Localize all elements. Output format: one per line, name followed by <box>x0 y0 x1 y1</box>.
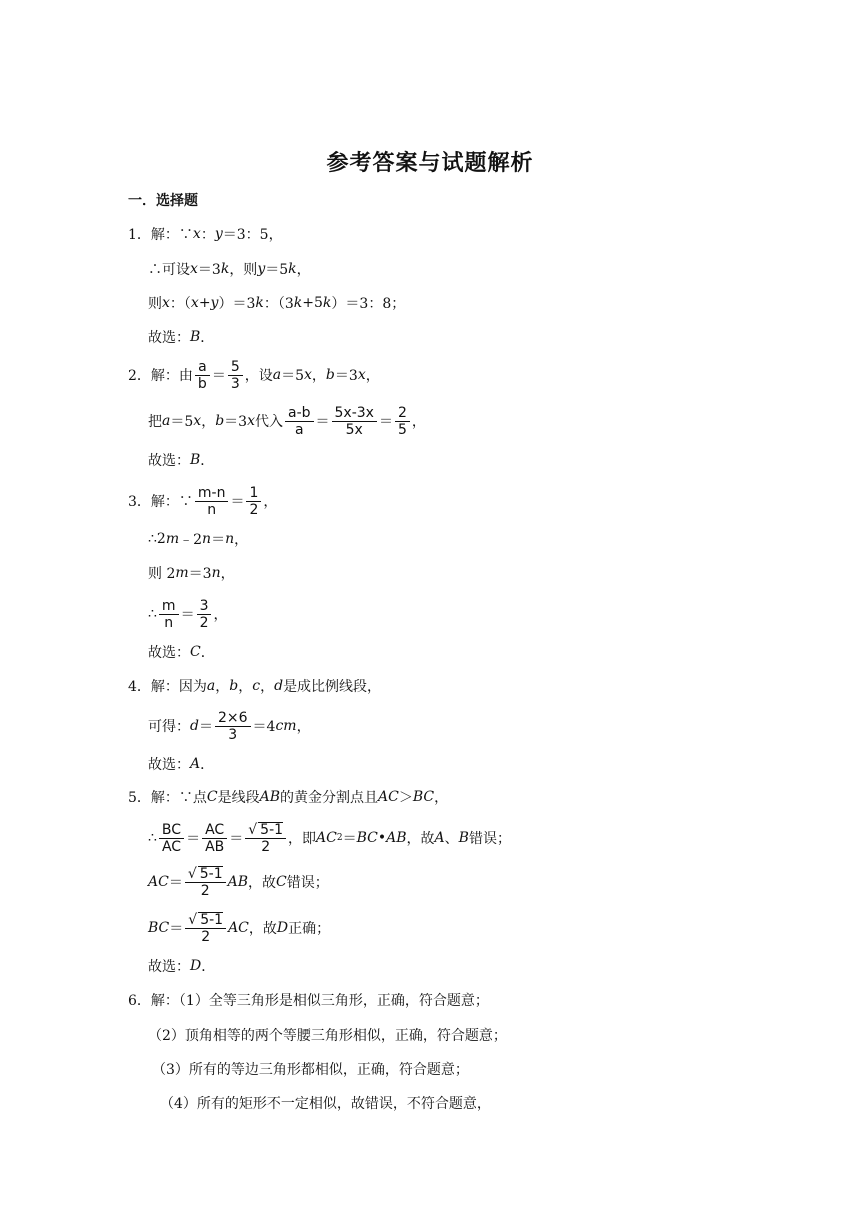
q5-line-4: BC ＝ $\frac{√ 5-1}{2}$ AC ，故 D 正确； <box>148 912 331 945</box>
fraction-ac-over-ab: $\frac{AC}{AB}$ <box>202 822 227 855</box>
fraction-golden-ratio-2: $\frac{√ 5-1}{2}$ <box>185 865 226 899</box>
q3-line-4: ∴ $\frac{m}{n}$ ＝ $\frac{3}{2}$ ， <box>148 597 228 631</box>
q1-line-3: 则 x ：（ x + y ）＝3 k ：（3 k +5 k ）＝3：8； <box>148 295 406 312</box>
fraction-1-over-2: $\frac{1}{2}$ <box>246 485 261 518</box>
q5-line-2: ∴ $\frac{BC}{AC}$ ＝ $\frac{AC}{AB}$ ＝ $\frac{√ 5-1}{2}$ ，即 AC 2 ＝ BC • AB ，故 A 、 B 错误； <box>148 821 511 855</box>
q5-line-1: 5．解：∵点 C 是线段 AB 的黄金分割点且 AC ＞ BC ， <box>128 789 449 806</box>
q1-line-1: 1．解：∵ x ： y ＝3：5， <box>128 226 283 243</box>
q1-answer: 故选： B ． <box>148 329 215 346</box>
fraction-2-over-5: $\frac{2}{5}$ <box>395 405 410 438</box>
fraction-golden-ratio-3: $\frac{√ 5-1}{2}$ <box>185 911 226 945</box>
fraction-a-over-b: $\frac{a}{b}$ <box>195 359 210 392</box>
q6-line-3: （3）所有的等边三角形都相似，正确，符合题意； <box>152 1062 469 1078</box>
q3-line-3: 则 2 m ＝3 n ， <box>148 565 235 582</box>
q6-line-1: 6．解：（1）全等三角形是相似三角形，正确，符合题意； <box>128 993 489 1009</box>
fraction-m-minus-n-over-n: $\frac{m-n}{n}$ <box>195 485 229 518</box>
q6-line-4: （4）所有的矩形不一定相似，故错误，不符合题意， <box>160 1096 491 1112</box>
fraction-5x-3x-over-5x: $\frac{5x-3x}{5x}$ <box>332 405 377 438</box>
fraction-bc-over-ac: $\frac{BC}{AC}$ <box>159 822 184 855</box>
q2-answer: 故选： B ． <box>148 452 215 469</box>
fraction-golden-ratio: $\frac{√ 5-1}{2}$ <box>245 821 286 855</box>
fraction-3-over-2: $\frac{3}{2}$ <box>197 598 212 631</box>
fraction-2x6-over-3: $\frac{2\times 6}{3}$ <box>215 710 251 743</box>
q3-line-2: ∴2 m ﹣2 n ＝ n ， <box>148 531 249 548</box>
section-heading: 一．选择题 <box>128 193 198 209</box>
q4-line-2: 可得： d ＝ $\frac{2\times 6}{3}$ ＝4 cm ， <box>148 709 311 743</box>
q3-answer: 故选： C ． <box>148 644 215 661</box>
q1-line-2: ∴可设 x ＝3 k ，则 y ＝5 k ， <box>148 261 311 278</box>
q2-line-2: 把 a ＝5 x ， b ＝3 x 代入 $\frac{a-b}{a}$ ＝ $\frac{5x-3x}{5x}$ ＝ $\frac{2}{5}$ ， <box>148 404 426 438</box>
q4-answer: 故选： A ． <box>148 756 215 773</box>
page-title: 参考答案与试题解析 <box>326 151 534 176</box>
q5-line-3: AC ＝ $\frac{√ 5-1}{2}$ AB ，故 C 错误； <box>148 866 329 899</box>
q3-line-1: 3．解：∵ $\frac{m-n}{n}$ ＝ $\frac{1}{2}$ ， <box>128 484 278 518</box>
fraction-5-over-3: $\frac{5}{3}$ <box>228 359 243 392</box>
q4-line-1: 4．解：因为 a ， b ， c ， d 是成比例线段， <box>128 678 382 695</box>
q5-answer: 故选： D ． <box>148 958 216 975</box>
fraction-a-minus-b-over-a: $\frac{a-b}{a}$ <box>285 405 314 438</box>
q2-line-1: 2．解：由 $\frac{a}{b}$ ＝ $\frac{5}{3}$ ，设 a ＝5 x ， b ＝3 x ， <box>128 358 380 392</box>
q6-line-2: （2）顶角相等的两个等腰三角形相似，正确，符合题意； <box>148 1028 507 1044</box>
fraction-m-over-n: $\frac{m}{n}$ <box>159 598 179 631</box>
